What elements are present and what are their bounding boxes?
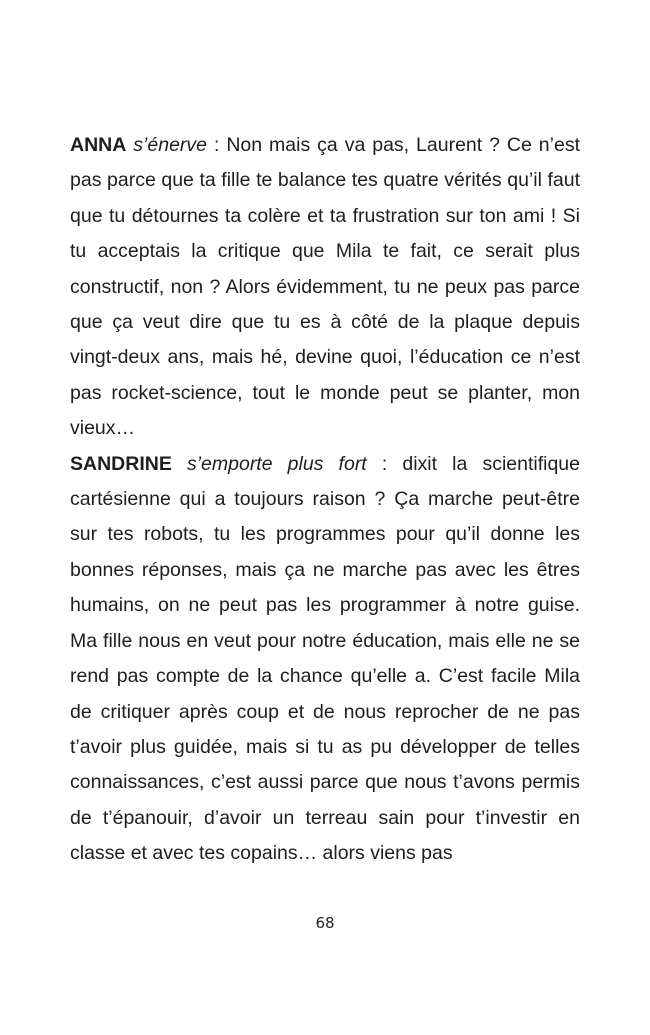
dialogue-line: Non mais ça va pas, Laurent ? Ce n’est pas parce que ta fille te balance tes quatre vérités qu’il faut que tu détournes ta colère et ta frustration sur ton ami ! Si tu acceptais la critique que Mila te fait, ce serait plus constructif, non ? Alors évidemment, tu ne peux pas parce que ça veut dire que tu es à côté de la plaque depuis vingt-deux ans, mais hé, devine quoi, l’éducation ce n’est pas rocket-science, tout le monde peut se planter, mon vieux… xyxy=(70,134,580,440)
separator: : xyxy=(207,134,227,156)
separator: : xyxy=(366,452,403,475)
dialogue-text xyxy=(70,128,580,872)
page-number: 68 xyxy=(315,914,335,932)
dialogue-paragraph-anna xyxy=(70,128,580,447)
speaker-name: SANDRINE xyxy=(70,452,172,475)
speaker-name: ANNA xyxy=(70,134,127,156)
stage-direction: s’emporte plus fort xyxy=(186,452,367,475)
dialogue-line: dixit la scientifique cartésienne qui a toujours raison ? Ça marche peut-être sur tes robots, tu les programmes pour qu’il donne les bonnes réponses, mais ça ne marche pas avec les êtres humains, on ne peut pas les programmer à notre guise. Ma fille nous en veut pour notre éducation, mais elle ne se rend pas compte de la chance qu’elle a. C’est facile Mila de critiquer après coup et de nous reprocher de ne pas t’avoir plus guidée, mais si tu as pu développer de telles connaissances, c’est aussi parce que nous t’avons permis de t’épanouir, d’avoir un terreau sain pour t’investir en classe et avec tes copains… alors viens pas xyxy=(70,452,580,865)
dialogue-paragraph-sandrine xyxy=(70,447,580,872)
stage-direction: s’énerve xyxy=(133,134,208,156)
